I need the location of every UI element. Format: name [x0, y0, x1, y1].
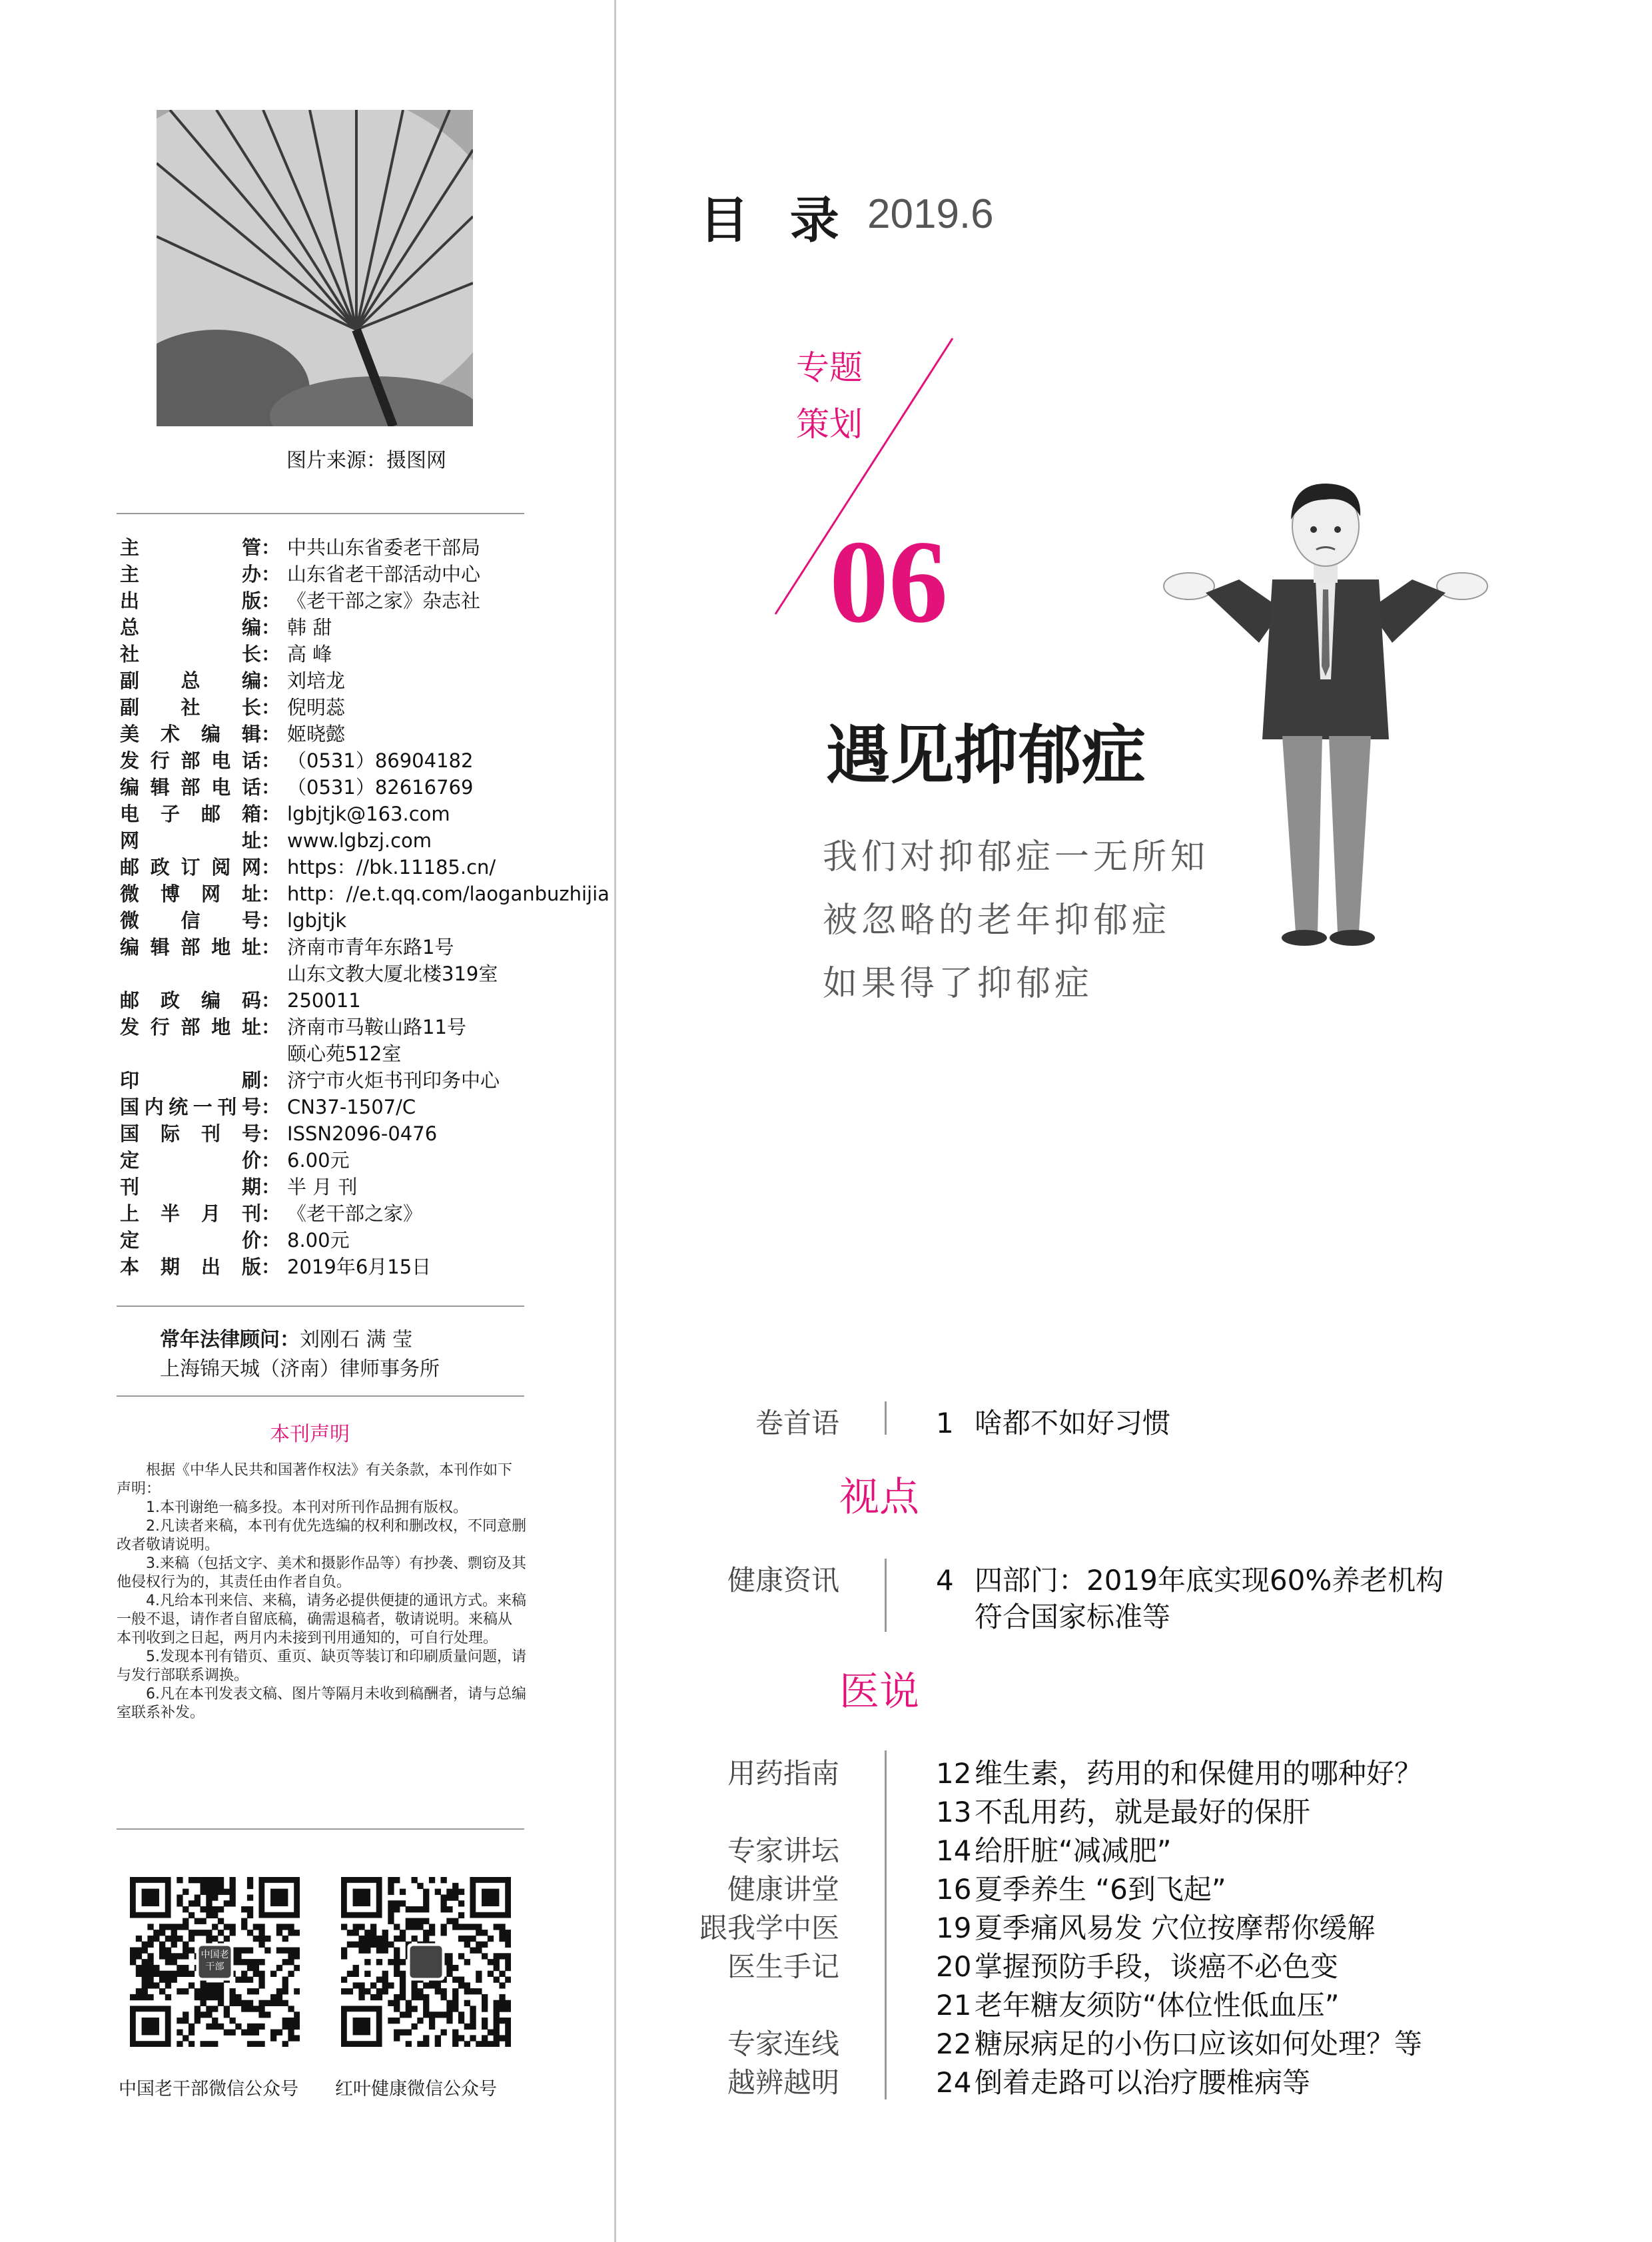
toc-entry-title: 啥都不如好习惯 [975, 1407, 1171, 1439]
toc-page: 16 [936, 1873, 972, 1906]
toc-page: 24 [936, 2066, 972, 2099]
feature-line[interactable]: 我们对抑郁症一无所知 [823, 837, 1210, 877]
masthead-colon: ： [261, 909, 281, 932]
masthead-label: 上半月刊 [120, 1202, 261, 1225]
masthead-label: 网址 [120, 829, 261, 852]
section-title-shidian: 视点 [839, 1474, 919, 1521]
toc-category: 专家连线 [727, 2028, 839, 2060]
masthead-label: 微博网址 [120, 883, 261, 905]
masthead-label: 定价 [120, 1229, 261, 1252]
masthead-colon: ： [261, 989, 281, 1012]
masthead-value [280, 801, 450, 827]
toc-entry-title: 给肝脏“减减肥” [975, 1834, 1172, 1867]
masthead-value [280, 1227, 350, 1254]
toc-category: 越辨越明 [727, 2066, 839, 2099]
masthead-value-line: （0531）82616769 [287, 776, 474, 799]
masthead-value [280, 934, 498, 987]
masthead-value-line: 济南市青年东路1号 [287, 936, 454, 958]
toc-entry[interactable] [936, 1906, 1375, 1946]
masthead-row [120, 614, 533, 641]
masthead-row [120, 1014, 533, 1067]
toc-category: 专家讲坛 [727, 1834, 839, 1867]
masthead-row [120, 881, 610, 907]
masthead-value [280, 1200, 422, 1227]
masthead-label: 美术编辑 [120, 723, 261, 745]
section-title-yishuo: 医说 [839, 1669, 919, 1715]
qr-code-hongye[interactable] [341, 1877, 511, 2047]
toc-entry[interactable] [936, 1868, 1226, 1908]
masthead-colon: ： [261, 1069, 281, 1092]
cover-photo [157, 110, 473, 426]
masthead-value-line: CN37-1507/C [287, 1096, 416, 1118]
masthead-colon: ： [261, 1096, 281, 1118]
masthead-value [280, 987, 361, 1014]
toc-bar [885, 1750, 887, 2099]
notice-paragraph: 5.发现本刊有错页、重页、缺页等装订和印刷质量问题，请与发行部联系调换。 [117, 1649, 526, 1684]
toc-entry-title: 维生素，药用的和保健用的哪种好？ [975, 1757, 1423, 1790]
masthead-value [280, 907, 346, 934]
masthead-label: 国内统一刊号 [120, 1096, 261, 1118]
toc-category: 卷首语 [755, 1407, 839, 1439]
divider [117, 1306, 524, 1307]
masthead-row [120, 987, 533, 1014]
masthead-row [120, 1067, 533, 1094]
masthead-value-line: 颐心苑512室 [287, 1042, 402, 1065]
toc-issue: 2019.6 [867, 191, 994, 237]
toc-page: 14 [936, 1834, 972, 1867]
qr-code-laoganbu[interactable] [130, 1877, 300, 2047]
masthead-row [120, 561, 533, 587]
masthead-colon: ： [261, 589, 281, 612]
masthead-row [120, 827, 533, 854]
masthead-label: 总编 [120, 616, 261, 639]
masthead-colon: ： [261, 883, 281, 905]
masthead-value [280, 881, 610, 907]
masthead-colon: ： [261, 829, 281, 852]
masthead-value [280, 641, 332, 667]
masthead-value [280, 1014, 466, 1067]
toc-category: 医生手记 [727, 1950, 839, 1983]
feature-title[interactable]: 遇见抑郁症 [826, 717, 1146, 793]
toc-category: 用药指南 [727, 1757, 839, 1790]
toc-entry-title: 夏季养生 “6到飞起” [975, 1873, 1226, 1906]
masthead-row [120, 1254, 533, 1280]
masthead-row [120, 1227, 533, 1254]
masthead-value-line: https：//bk.11185.cn/ [287, 856, 496, 879]
notice-paragraph: 3.来稿（包括文字、美术和摄影作品等）有抄袭、剽窃及其他侵权行为的，其责任由作者自负。 [117, 1555, 526, 1591]
toc-entry-title: 不乱用药，就是最好的保肝 [975, 1796, 1311, 1828]
masthead-label: 社长 [120, 643, 261, 665]
masthead-value [280, 1120, 437, 1147]
toc-entry-title: 老年糖友须防“体位性低血压” [975, 1989, 1340, 2022]
masthead-value-line: 6.00元 [287, 1149, 350, 1172]
notice-body [117, 1461, 526, 1722]
masthead-row [120, 641, 533, 667]
masthead-colon: ： [261, 723, 281, 745]
toc-entry[interactable] [936, 1790, 1310, 1830]
toc-entry[interactable] [936, 1945, 1338, 1985]
masthead-label: 编辑部地址 [120, 936, 261, 958]
masthead-row [120, 721, 533, 747]
masthead-colon: ： [261, 776, 281, 799]
masthead-row [120, 534, 533, 561]
masthead-value-line: 中共山东省委老干部局 [287, 536, 481, 559]
masthead-label: 编辑部电话 [120, 776, 261, 799]
masthead-value-line: 半 月 刊 [287, 1176, 358, 1198]
notice-paragraph: 4.凡给本刊来信、来稿，请务必提供便捷的通讯方式。来稿一般不退，请作者自留底稿，确需退稿者，敬请说明。来稿从本刊收到之日起，两月内未接到刊用通知的，可自行处理。 [117, 1593, 526, 1647]
shrugging-man-illustration [1159, 480, 1492, 946]
feature-label-2: 策划 [796, 405, 863, 444]
masthead-value-line: www.lgbzj.com [287, 829, 432, 852]
masthead-colon: ： [261, 563, 281, 585]
toc-page: 12 [936, 1757, 972, 1790]
masthead-label: 刊期 [120, 1176, 261, 1198]
masthead-value [280, 667, 345, 694]
masthead-label: 邮政订阅网 [120, 856, 261, 879]
masthead-colon: ： [261, 936, 281, 958]
qr-logo-text: 中国老干部 [201, 1949, 229, 1972]
masthead-value [280, 747, 473, 774]
feature-page-number[interactable]: 06 [829, 516, 948, 647]
leaf-veins-image [157, 110, 473, 426]
masthead-value-line: ISSN2096-0476 [287, 1122, 438, 1145]
masthead-value [280, 774, 473, 801]
masthead-value-line: 倪明蕊 [287, 696, 346, 719]
toc-entry-title: 糖尿病足的小伤口应该如何处理？等 [975, 2028, 1423, 2060]
masthead-label: 邮政编码 [120, 989, 261, 1012]
masthead-value-line: 8.00元 [287, 1229, 350, 1252]
masthead-label: 发行部电话 [120, 749, 261, 772]
masthead-colon: ： [261, 696, 281, 719]
masthead-value-line: 250011 [287, 989, 361, 1012]
notice-paragraph: 2.凡读者来稿，本刊有优先选编的权利和删改权，不同意删改者敬请说明。 [117, 1518, 526, 1553]
feature-line[interactable]: 如果得了抑郁症 [823, 964, 1094, 1004]
masthead-label: 微信号 [120, 909, 261, 932]
masthead-colon: ： [261, 1149, 281, 1172]
notice-paragraph: 1.本刊谢绝一稿多投。本刊对所刊作品拥有版权。 [146, 1499, 468, 1516]
masthead-value-line: 济宁市火炬书刊印务中心 [287, 1069, 500, 1092]
divider [117, 1395, 524, 1397]
masthead-value-line: lgbjtjk [287, 909, 347, 932]
masthead-label: 发行部地址 [120, 1016, 261, 1038]
masthead-colon: ： [261, 803, 281, 825]
toc-page: 20 [936, 1950, 972, 1983]
masthead-value-line: （0531）86904182 [287, 749, 474, 772]
masthead-value-line: 济南市马鞍山路11号 [287, 1016, 466, 1038]
toc-category: 健康资讯 [727, 1564, 839, 1597]
toc-page: 1 [936, 1407, 954, 1439]
masthead-label: 国际刊号 [120, 1122, 261, 1145]
divider [117, 1828, 524, 1830]
toc-entry-title: 夏季痛风易发 穴位按摩帮你缓解 [975, 1912, 1376, 1944]
toc-bar [885, 1401, 887, 1435]
toc-entry[interactable] [936, 2022, 1422, 2062]
masthead-label: 主办 [120, 563, 261, 585]
masthead-value [280, 1174, 357, 1200]
masthead-value [280, 614, 332, 641]
masthead-colon: ： [261, 643, 281, 665]
toc-entry[interactable] [936, 1829, 1172, 1869]
masthead-label: 副社长 [120, 696, 261, 719]
masthead-value [280, 1094, 416, 1120]
toc-page: 19 [936, 1912, 972, 1944]
qr-code-graphic [341, 1877, 511, 2047]
masthead-value-line: 2019年6月15日 [287, 1256, 432, 1278]
masthead-row [120, 1094, 533, 1120]
masthead-value-line: 韩 甜 [287, 616, 332, 639]
notice-paragraph: 根据《中华人民共和国著作权法》有关条款，本刊作如下声明： [117, 1462, 513, 1497]
masthead [120, 534, 610, 1280]
notice-title: 本刊声明 [270, 1423, 350, 1446]
toc-title: 目 录 [699, 192, 851, 249]
masthead-colon: ： [261, 856, 281, 879]
counsel-names: 刘刚石 满 莹 [300, 1328, 413, 1351]
masthead-value [280, 854, 496, 881]
masthead-colon: ： [261, 1229, 281, 1252]
masthead-colon: ： [261, 1016, 281, 1038]
masthead-row [120, 667, 533, 694]
masthead-value-line: 山东省老干部活动中心 [287, 563, 481, 585]
masthead-value [280, 587, 480, 614]
masthead-value-line: http：//e.t.qq.com/laoganbuzhijia [287, 883, 610, 905]
toc-page: 22 [936, 2028, 972, 2060]
toc-bar [885, 1559, 887, 1632]
masthead-row [120, 1174, 533, 1200]
toc-category: 健康讲堂 [727, 1873, 839, 1906]
toc-page: 21 [936, 1989, 972, 2022]
masthead-colon: ： [261, 749, 281, 772]
masthead-value [280, 1147, 350, 1174]
masthead-value [280, 1067, 500, 1094]
masthead-row [120, 774, 533, 801]
masthead-row [120, 1147, 533, 1174]
masthead-value-line: 山东文教大厦北楼319室 [287, 962, 498, 985]
masthead-row [120, 747, 533, 774]
divider [117, 513, 524, 514]
qr-caption-hongye: 红叶健康微信公众号 [335, 2079, 497, 2099]
masthead-colon: ： [261, 1202, 281, 1225]
masthead-value [280, 827, 432, 854]
toc-page: 13 [936, 1796, 972, 1828]
masthead-row [120, 907, 533, 934]
masthead-row [120, 801, 533, 827]
feature-label-1: 专题 [796, 348, 863, 387]
masthead-value [280, 1254, 431, 1280]
masthead-colon: ： [261, 669, 281, 692]
feature-subtitles [823, 826, 1209, 1016]
masthead-label: 本期出版 [120, 1256, 261, 1278]
masthead-value-line: 刘培龙 [287, 669, 346, 692]
toc-entry-title: 倒着走路可以治疗腰椎病等 [975, 2066, 1311, 2099]
masthead-row [120, 694, 533, 721]
toc-entry[interactable] [936, 1752, 1422, 1792]
toc-entry[interactable] [936, 1559, 1444, 1599]
masthead-value-line: 《老干部之家》杂志社 [287, 589, 481, 612]
masthead-label: 出版 [120, 589, 261, 612]
toc-entry-title: 掌握预防手段，谈癌不必色变 [975, 1950, 1339, 1983]
masthead-value [280, 561, 480, 587]
masthead-value-line: lgbjtjk@163.com [287, 803, 450, 825]
masthead-colon: ： [261, 1122, 281, 1145]
masthead-label: 主管 [120, 536, 261, 559]
toc-category: 跟我学中医 [699, 1912, 839, 1944]
masthead-label: 定价 [120, 1149, 261, 1172]
masthead-label: 副总编 [120, 669, 261, 692]
toc-entry[interactable] [936, 1984, 1340, 2024]
masthead-label: 印刷 [120, 1069, 261, 1092]
masthead-value [280, 721, 345, 747]
masthead-value-line: 《老干部之家》 [287, 1202, 423, 1225]
feature-line[interactable]: 被忽略的老年抑郁症 [823, 901, 1171, 940]
masthead-colon: ： [261, 536, 281, 559]
masthead-row [120, 1200, 533, 1227]
masthead-label: 电子邮箱 [120, 803, 261, 825]
counsel-firm: 上海锦天城（济南）律师事务所 [160, 1357, 440, 1381]
masthead-value-line: 高 峰 [287, 643, 332, 665]
masthead-value [280, 534, 480, 561]
toc-page: 4 [936, 1564, 954, 1597]
counsel-label: 常年法律顾问： [160, 1328, 300, 1351]
masthead-value-line: 姬晓懿 [287, 723, 346, 745]
masthead-row [120, 587, 533, 614]
masthead-value [280, 694, 345, 721]
toc-entry[interactable] [936, 1401, 1170, 1441]
masthead-row [120, 854, 533, 881]
masthead-colon: ： [261, 1256, 281, 1278]
toc-entry[interactable] [936, 2061, 1310, 2101]
qr-caption-laoganbu: 中国老干部微信公众号 [119, 2079, 298, 2099]
masthead-row [120, 934, 533, 987]
masthead-colon: ： [261, 616, 281, 639]
legal-counsel [160, 1325, 440, 1384]
toc-entry-cont[interactable]: 符合国家标准等 [975, 1601, 1171, 1633]
notice-paragraph: 6.凡在本刊发表文稿、图片等隔月未收到稿酬者，请与总编室联系补发。 [117, 1686, 526, 1721]
photo-credit: 图片来源：摄图网 [286, 449, 446, 472]
toc-entry-title: 四部门：2019年底实现60%养老机构 [975, 1564, 1444, 1597]
masthead-row [120, 1120, 533, 1147]
masthead-colon: ： [261, 1176, 281, 1198]
